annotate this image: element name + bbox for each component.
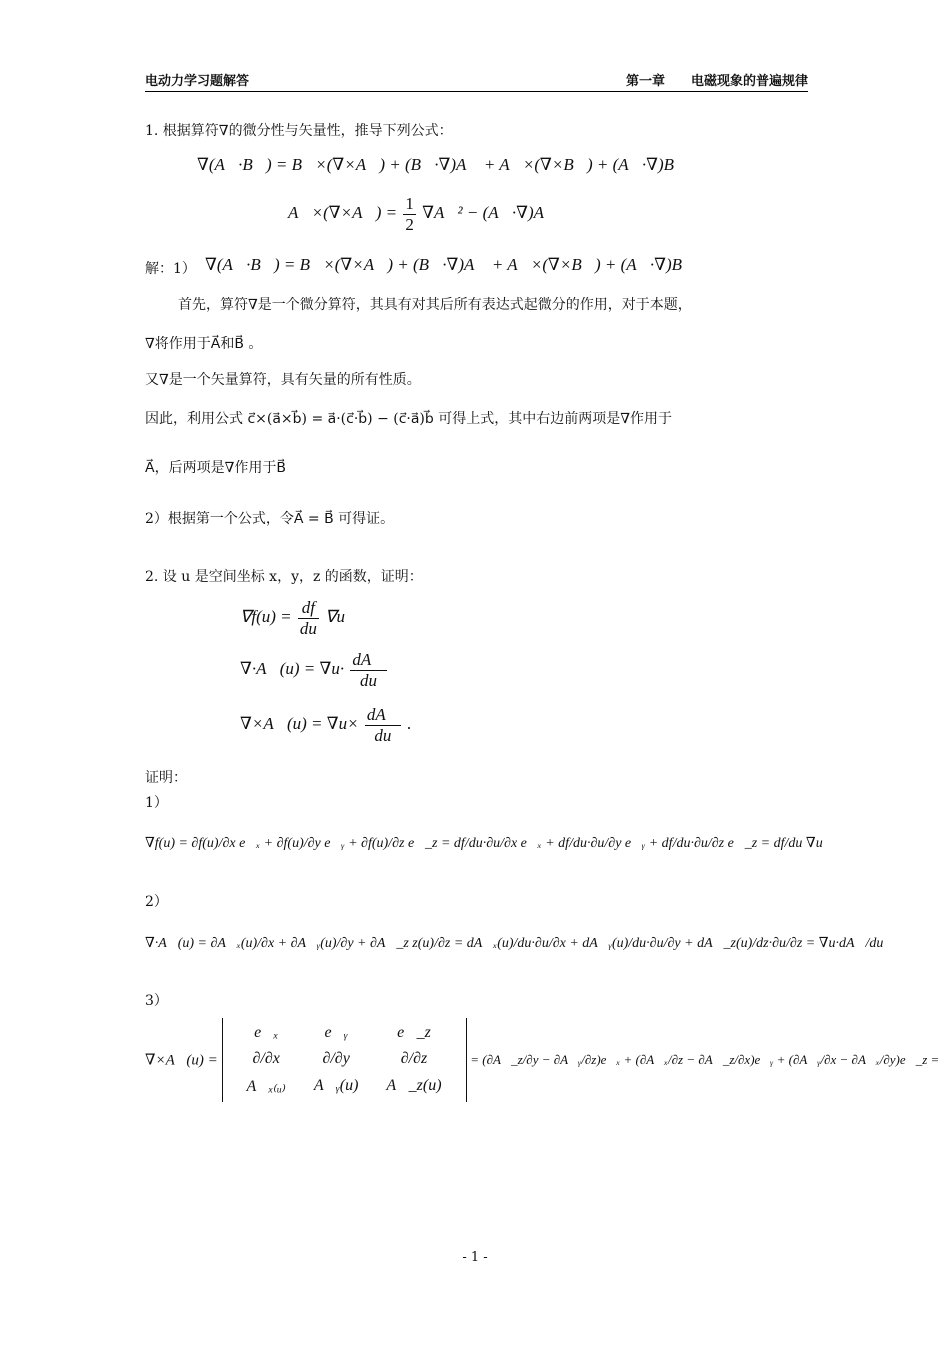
proof-label: 证明：	[145, 770, 187, 786]
proof-eq1: ∇f(u) = ∂f(u)/∂x e⃗ₓ + ∂f(u)/∂y e⃗ᵧ + ∂f(u)/∂z e⃗_z = df/du·∂u/∂x e⃗ₓ + df/du·∂u/∂y e⃗ᵧ + df/du·∂u/∂z e⃗_z = df/du ∇u	[145, 836, 823, 851]
paragraph-2: ∇将作用于A⃗和B⃗ 。	[145, 336, 263, 352]
problem1-formula1: ∇(A⃗·B⃗) = B⃗×(∇×A⃗) + (B⃗·∇)A⃗ + A⃗×(∇×B⃗) + (A⃗·∇)B⃗	[197, 155, 688, 174]
header-rule	[145, 91, 808, 92]
running-header-left: 电动力学习题解答	[145, 74, 250, 89]
f1-left: ∇f(u) =	[240, 606, 292, 626]
problem2-formula1	[240, 598, 345, 638]
determinant	[222, 1018, 467, 1102]
step2-label: 2）	[145, 894, 168, 910]
det-cell: e⃗ₓ	[254, 1024, 279, 1041]
fraction-denominator: du	[299, 618, 317, 638]
problem1-formula2	[288, 194, 557, 234]
fraction-numerator: dA⃗	[366, 705, 399, 724]
det-cell: ∂/∂y	[322, 1050, 350, 1067]
paragraph-3: 又∇是一个矢量算符，具有矢量的所有性质。	[145, 372, 421, 388]
f3-left: ∇×A⃗(u) = ∇u×	[240, 713, 359, 733]
fraction-numerator: 1	[405, 194, 414, 213]
solution-formula: ∇(A⃗·B⃗) = B⃗×(∇×A⃗) + (B⃗·∇)A⃗ + A⃗×(∇×B⃗) + (A⃗·∇)B⃗	[205, 255, 696, 274]
det-cell: A⃗ᵧ(u)	[313, 1077, 359, 1094]
problem2-formula2	[240, 650, 389, 690]
paragraph-4: 因此，利用公式 c⃗×(a⃗×b⃗) = a⃗·(c⃗·b⃗) − (c⃗·a⃗)b⃗ 可得上式，其中右边前两项是∇作用于	[145, 411, 673, 427]
page-number: - 1 -	[462, 1250, 488, 1265]
det-cell: ∂/∂z	[400, 1050, 428, 1067]
formula2-right: ∇A⃗² − (A⃗·∇)A⃗	[422, 202, 558, 222]
problem1-stem: 1. 根据算符∇的微分性与矢量性，推导下列公式：	[145, 123, 453, 139]
fraction-denominator: 2	[405, 214, 414, 234]
f3-fraction	[365, 705, 401, 745]
eq3-right: = (∂A⃗_z/∂y − ∂A⃗ᵧ/∂z)e⃗ₓ + (∂A⃗ₓ/∂z − ∂A⃗_z/∂x)e⃗ᵧ + (∂A⃗ᵧ/∂x − ∂A⃗ₓ/∂y)e⃗_z =	[470, 1052, 940, 1067]
problem2-stem: 2. 设 u 是空间坐标 x，y，z 的函数，证明：	[145, 569, 423, 585]
det-cell: e⃗ᵧ	[324, 1024, 348, 1041]
f1-right: ∇u	[325, 606, 346, 626]
f3-end: .	[407, 713, 412, 733]
det-cell: A⃗ₓ₍ᵤ₎	[246, 1078, 286, 1095]
formula2-left: A⃗×(∇×A⃗) =	[288, 202, 398, 222]
proof-eq3	[145, 1018, 939, 1102]
solution-label: 解：1）	[145, 261, 196, 277]
det-cell: e⃗_z	[397, 1024, 431, 1041]
det-cell: ∂/∂x	[252, 1050, 280, 1067]
paragraph-1: 首先，算符∇是一个微分算符，其具有对其后所有表达式起微分的作用，对于本题，	[178, 297, 692, 313]
running-header-right: 第一章 电磁现象的普遍规律	[625, 74, 808, 89]
step3-label: 3）	[145, 993, 168, 1009]
fraction-denominator: du	[374, 725, 392, 745]
f1-fraction	[298, 598, 319, 638]
fraction-numerator: dA⃗	[352, 650, 385, 669]
paragraph-5: A⃗，后两项是∇作用于B⃗	[145, 460, 286, 476]
proof-eq2: ∇·A⃗(u) = ∂A⃗ₓ(u)/∂x + ∂A⃗ᵧ(u)/∂y + ∂A⃗_z z(u)/∂z = dA⃗ₓ(u)/du·∂u/∂x + dA⃗ᵧ(u)/du·∂u/∂y + dA⃗_z(u)/dz·∂u/∂z = ∇u·dA⃗/du	[145, 936, 884, 951]
paragraph-6: 2）根据第一个公式，令A⃗ = B⃗ 可得证。	[145, 511, 395, 527]
fraction-numerator: df	[298, 598, 319, 619]
step1-label: 1）	[145, 795, 168, 811]
f2-fraction	[350, 650, 386, 690]
f2-left: ∇·A⃗(u) = ∇u·	[240, 658, 345, 678]
fraction-denominator: du	[359, 670, 377, 690]
formula2-fraction	[403, 194, 416, 234]
problem2-formula3	[240, 705, 411, 745]
det-cell: A⃗_z(u)	[386, 1077, 442, 1094]
eq3-left: ∇×A⃗(u) =	[145, 1052, 218, 1069]
